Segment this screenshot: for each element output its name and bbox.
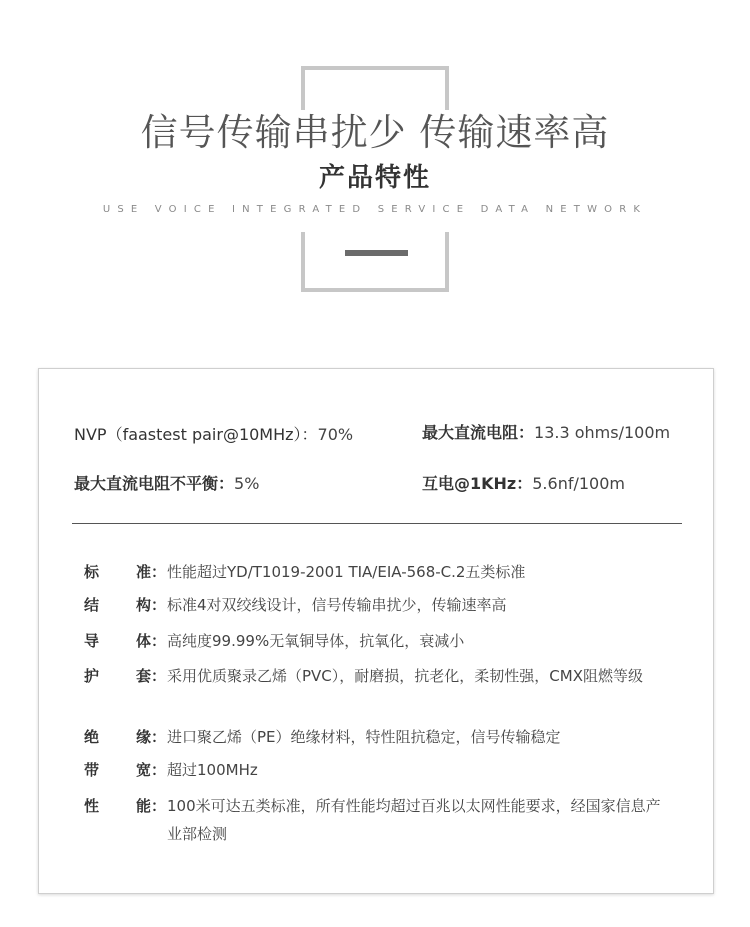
spec-label: 标 准： [84,563,166,581]
spec-row-insulation [84,723,684,751]
summary-key: 最大直流电阻： [422,423,535,442]
summary-max-dc-resistance [422,422,670,444]
spec-label: 带 宽： [84,761,166,779]
spec-row-conductor [84,627,684,655]
spec-row-standard [84,558,684,586]
spec-label: 结 构： [84,596,166,614]
summary-dc-unbalance [74,473,259,495]
summary-value: 5% [234,474,260,493]
summary-key: 最大直流电阻不平衡： [74,474,235,493]
spec-row-structure [84,591,684,619]
header-dash [345,250,408,256]
spec-label: 导 体： [84,632,166,650]
headline: 信号传输串扰少 传输速率高 [140,111,610,154]
summary-key: NVP（faastest pair@10MHz）： [74,425,318,444]
spec-label: 护 套： [84,667,166,685]
spec-value: 高纯度99.99%无氧铜导体，抗氧化，衰减小 [167,632,465,650]
summary-value: 70% [317,425,354,444]
summary-value: 13.3 ohms/100m [534,423,671,442]
summary-value: 5.6nf/100m [532,474,625,493]
divider [72,523,682,524]
spec-row-jacket [84,662,680,690]
tagline: USE VOICE INTEGRATED SERVICE DATA NETWORK [102,204,648,215]
spec-label: 性 能： [84,797,166,815]
spec-value: 超过100MHz [167,761,258,779]
summary-nvp [74,424,353,446]
summary-capacitance [422,473,625,495]
spec-label: 绝 缘： [84,728,166,746]
section-title: 产品特性 [318,163,431,193]
spec-value: 标准4对双绞线设计，信号传输串扰少，传输速率高 [167,596,507,614]
spec-row-performance [84,792,670,848]
header-frame-bottom [301,232,449,292]
spec-row-bandwidth [84,756,684,784]
spec-value: 采用优质聚录乙烯（PVC），耐磨损，抗老化，柔韧性强，CMX阻燃等级 [167,667,643,685]
spec-value: 进口聚乙烯（PE）绝缘材料，特性阻抗稳定，信号传输稳定 [167,728,561,746]
spec-value: 性能超过YD/T1019-2001 TIA/EIA-568-C.2五类标准 [167,563,526,581]
header-frame-top [301,66,449,110]
spec-value: 100米可达五类标准，所有性能均超过百兆以太网性能要求，经国家信息产业部检测 [167,797,661,843]
summary-key: 互电@1KHz： [422,474,533,493]
